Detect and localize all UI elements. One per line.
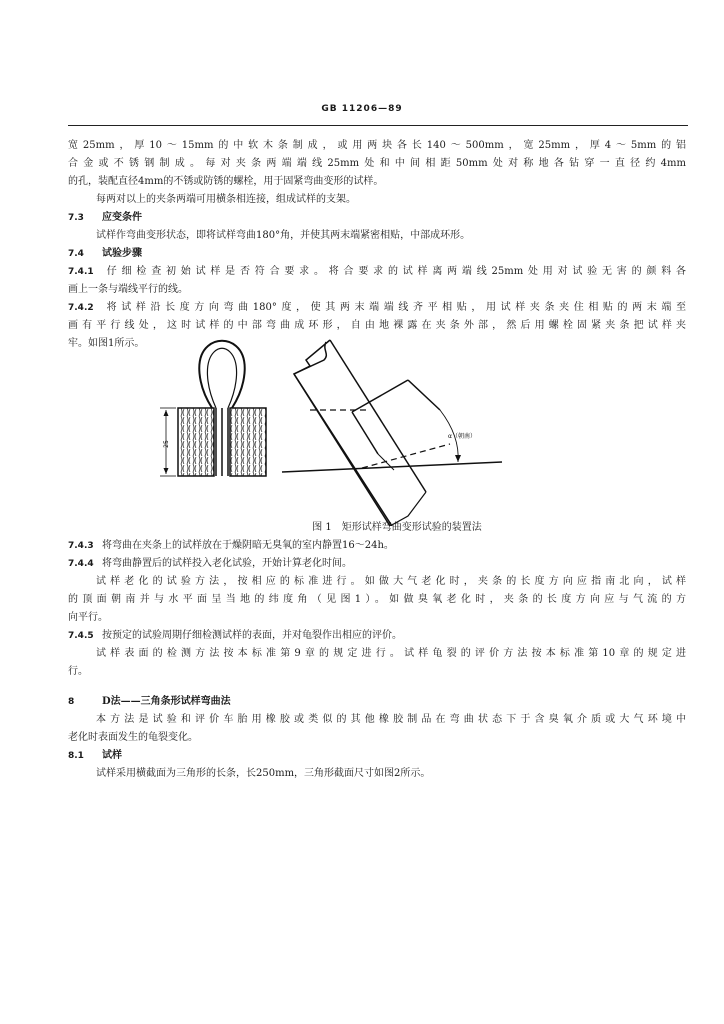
specimen-strip-left-edge bbox=[294, 342, 392, 526]
horizontal-line bbox=[282, 462, 502, 472]
specimen-strip-right-edge bbox=[326, 336, 418, 518]
section-number: 8 bbox=[68, 697, 75, 707]
paragraph-text: 按预定的试验周期仔细检测试样的表面，并对龟裂作出相应的评价。 bbox=[102, 630, 402, 641]
section-7-4-4-line: 的顶面朝南并与水平面呈当地的纬度角（见图1）。如做臭氧老化时，夹条的长度方向应与气流的方 bbox=[68, 594, 686, 605]
section-title: 试验步骤 bbox=[102, 248, 142, 259]
text-line: 每两对以上的夹条两端可用横条相连接，组成试样的支架。 bbox=[96, 194, 356, 205]
section-7-3-heading bbox=[68, 209, 686, 227]
section-8-heading bbox=[68, 693, 686, 711]
section-8-1-body: 试样采用横截面为三角形的长条，长250mm，三角形截面尺寸如图2所示。 bbox=[96, 768, 431, 779]
paragraph-text: 将弯曲在夹条上的试样放在于燥阴暗无臭氧的室内静置16～24h。 bbox=[102, 540, 394, 551]
text-line: 的孔，装配直径4mm的不锈或防锈的螺栓，用于固紧弯曲变形的试样。 bbox=[68, 176, 384, 187]
section-number: 7.4.3 bbox=[68, 541, 94, 551]
specimen-loop-inner bbox=[207, 348, 236, 408]
header-rule bbox=[68, 125, 688, 126]
section-7-4-1-line bbox=[68, 263, 686, 281]
clamp-edge bbox=[352, 380, 408, 412]
section-7-3-body: 试样作弯曲变形状态，即将试样弯曲180°角，并使其两末端紧密相贴，中部成环形。 bbox=[96, 230, 471, 241]
section-7-4-5-line: 行。 bbox=[68, 666, 88, 677]
text-line: 合金或不锈钢制成。每对夹条两端端线25mm处和中间相距50mm处对称地各钻穿一直径约4mm bbox=[68, 158, 686, 169]
section-7-4-2-line: 画有平行线处，这时试样的中部弯曲成环形，自由地裸露在夹条外部，然后用螺栓固紧夹条把试样夹 bbox=[68, 320, 686, 331]
section-number: 7.4.5 bbox=[68, 631, 94, 641]
section-number: 7.3 bbox=[68, 213, 84, 223]
clamp-edge bbox=[352, 412, 378, 454]
section-8-line: 老化时表面发生的龟裂变化。 bbox=[68, 732, 198, 743]
section-7-4-1-line: 画上一条与端线平行的线。 bbox=[68, 284, 188, 295]
figure-1-drawing bbox=[150, 336, 510, 526]
section-title: 应变条件 bbox=[102, 212, 142, 223]
text-block-upper bbox=[68, 137, 686, 353]
section-7-4-5-line: 试样表面的检测方法按本标准第9章的规定进行。试样龟裂的评价方法按本标准第10章的规定进 bbox=[96, 648, 686, 659]
figure-1 bbox=[150, 336, 510, 526]
section-8-line: 本方法是试验和评价车胎用橡胶或类似的其他橡胶制品在弯曲状态下于含臭氧介质或大气环境中 bbox=[96, 714, 686, 725]
figure-caption: 图 1 矩形试样弯曲变形试验的装置法 bbox=[312, 522, 482, 533]
angle-label: α（朝南） bbox=[448, 433, 476, 440]
section-7-4-4-line: 向平行。 bbox=[68, 612, 108, 623]
section-7-4-3-line bbox=[68, 537, 686, 555]
section-7-4-4-line: 试样老化的试验方法，按相应的标准进行。如做大气老化时，夹条的长度方向应指南北向，试样 bbox=[96, 576, 686, 587]
paragraph-text: 将试样沿长度方向弯曲180°度，使其两末端端线齐平相贴，用试样夹条夹住相贴的两末端至 bbox=[102, 302, 686, 313]
section-number: 7.4 bbox=[68, 249, 84, 259]
section-7-4-2-line: 牢。如图1所示。 bbox=[68, 338, 145, 349]
clamp-edge bbox=[408, 380, 440, 410]
section-number: 7.4.1 bbox=[68, 267, 94, 277]
clamp-block-left bbox=[178, 408, 214, 476]
paragraph-text: 将弯曲静置后的试样投入老化试验，开始计算老化时间。 bbox=[102, 558, 352, 569]
section-7-4-5-line bbox=[68, 627, 686, 645]
section-title: D法——三角条形试样弯曲法 bbox=[102, 696, 231, 707]
paragraph-text: 仔细检查初始试样是否符合要求。将合要求的试样离两端线25mm处用对试验无害的颜料各 bbox=[102, 266, 686, 277]
strip-top-break bbox=[294, 340, 330, 374]
section-7-4-heading bbox=[68, 245, 686, 263]
text-line: 宽25mm，厚10～15mm的中软木条制成，或用两块各长140～500mm，宽25mm，厚4～5mm的铝 bbox=[68, 140, 686, 151]
dimension-label: 25 bbox=[163, 440, 170, 448]
section-title: 试样 bbox=[102, 750, 122, 761]
section-7-4-4-line bbox=[68, 555, 686, 573]
clamp-block-right bbox=[230, 408, 266, 476]
section-number: 7.4.2 bbox=[68, 303, 94, 313]
text-block-lower bbox=[68, 519, 686, 783]
page-header: GB 11206—89 bbox=[321, 104, 403, 114]
section-8-1-heading bbox=[68, 747, 686, 765]
specimen-loop bbox=[199, 341, 244, 408]
section-number: 7.4.4 bbox=[68, 559, 94, 569]
section-number: 8.1 bbox=[68, 751, 84, 761]
section-7-4-2-line bbox=[68, 299, 686, 317]
